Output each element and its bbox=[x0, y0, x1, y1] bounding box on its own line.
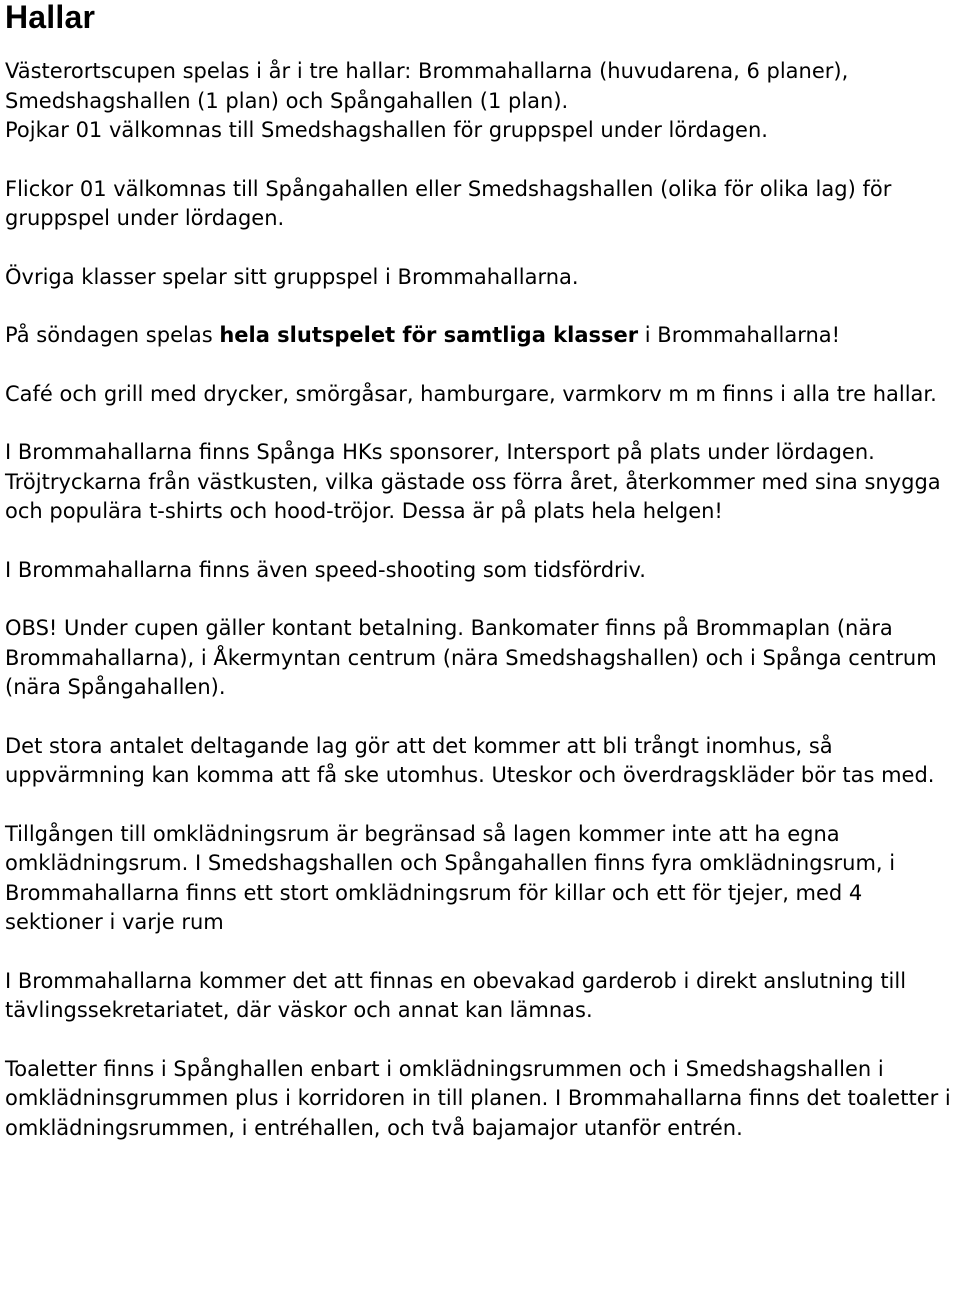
paragraph-sunday-playoffs bbox=[5, 321, 954, 351]
paragraph-cafe: Café och grill med drycker, smörgåsar, hamburgare, varmkorv m m finns i alla tre hallar. bbox=[5, 381, 937, 406]
paragraph-sponsors: I Brommahallarna finns Spånga HKs sponsorer, Intersport på plats under lördagen. Tröjtryckarna från västkusten, vilka gästade oss förra året, återkommer med sina snygga och populära t-shirts och hood-tröjor. Dessa är på plats hela helgen! bbox=[5, 440, 941, 523]
paragraph-toilets: Toaletter finns i Spånghallen enbart i omklädningsrummen och i Smedshagshallen i omklädninsgrummen plus i korridoren in till planen. I Brommahallarna finns det toaletter i omklädningsrummen, i entréhallen, och två bajamajor utanför entrén. bbox=[5, 1056, 951, 1140]
paragraph-speed-shooting: I Brommahallarna finns även speed-shooting som tidsfördriv. bbox=[5, 557, 646, 582]
page-title: Hallar bbox=[5, 0, 96, 35]
sunday-text-end: i Brommahallarna! bbox=[638, 323, 841, 347]
paragraph-locker-rooms: Tillgången till omklädningsrum är begränsad så lagen kommer inte att ha egna omklädningsrum. I Smedshagshallen och Spångahallen finns fyra omklädningsrum, i Brommahallarna finns ett stort omklädningsrum för killar och ett för tjejer, med 4 sektioner i varje rum bbox=[5, 821, 896, 934]
paragraph-warmup: Det stora antalet deltagande lag gör att det kommer att bli trångt inomhus, så uppvärmning kan komma att få ske utomhus. Uteskor och överdragskläder bör tas med. bbox=[5, 733, 935, 787]
sunday-text-bold: hela slutspelet för samtliga klasser bbox=[219, 323, 639, 347]
paragraph-girls-01: Flickor 01 välkomnas till Spångahallen eller Smedshagshallen (olika för olika lag) för gruppspel under lördagen. bbox=[5, 176, 892, 230]
sunday-text-start: På söndagen spelas bbox=[5, 323, 220, 347]
paragraph-payment-notice: OBS! Under cupen gäller kontant betalning. Bankomater finns på Brommaplan (nära Brommahallarna), i Åkermyntan centrum (nära Smedshagshallen) och i Spånga centrum (nära Spångahallen). bbox=[5, 616, 937, 699]
paragraph-other-classes: Övriga klasser spelar sitt gruppspel i Brommahallarna. bbox=[5, 264, 579, 289]
paragraph-halls-intro: Västerortscupen spelas i år i tre hallar: Brommahallarna (huvudarena, 6 planer), Smedshagshallen (1 plan) och Spångahallen (1 plan). bbox=[5, 59, 849, 113]
paragraph-cloakroom: I Brommahallarna kommer det att finnas en obevakad garderob i direkt anslutning till tävlingssekretariatet, där väskor och annat kan lämnas. bbox=[5, 968, 907, 1022]
paragraph-boys-01: Pojkar 01 välkomnas till Smedshagshallen för gruppspel under lördagen. bbox=[5, 118, 768, 142]
